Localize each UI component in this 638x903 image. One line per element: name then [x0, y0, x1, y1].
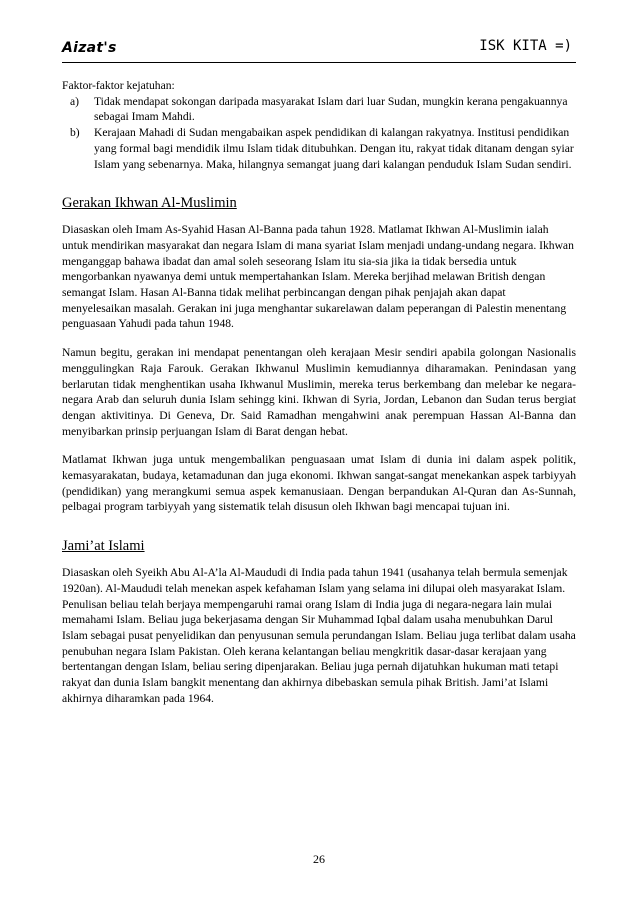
causes-list: [62, 94, 576, 173]
list-item-text: Kerajaan Mahadi di Sudan mengabaikan aspek pendidikan di kalangan rakyatnya. Institusi pendidikan yang formal bagi mendidik ilmu Islam tidak ditubuhkan. Dengan itu, rakyat tidak ditanam dengan syiar Islam yang sebenarnya. Maka, hilangnya semangat juang dari kalangan penduduk Islam Sudan sendiri.: [94, 126, 574, 171]
list-marker: a): [70, 94, 80, 108]
list-item: [70, 125, 576, 172]
list-item: [70, 94, 576, 125]
section-title-jamiat: Jami’at Islami: [62, 538, 145, 555]
paragraph: Diasaskan oleh Syeikh Abu Al-A’la Al-Maududi di India pada tahun 1941 (usahanya telah bermula semenjak 1920an). Al-Maududi telah menekan aspek kefahaman Islam yang selama ini dilupai oleh masyarakat Islam. Penulisan beliau telah berjaya mempengaruhi ramai orang Islam di India juga di negara-negara lain mulai memahami Islam. Beliau juga bekerjasama dengan Sir Muhammad Iqbal dalam usaha menubuhkan Darul Islam sebagai pusat penyelidikan dan penyusunan semula perundangan Islam. Beliau juga terlibat dalam usaha penubuhan negara Islam Pakistan. Oleh kerana kelantangan beliau mengkritik dasar-dasar kerajaan yang bertentangan dengan Islam, beliau sering dipenjarakan. Beliau juga pernah dijatuhkan hukuman mati tetapi rakyat dan dunia Islam bangkit menentang dan akhirnya dibebaskan semula pihak British. Jami’at Islami akhirnya diharamkan pada 1964.: [62, 566, 576, 705]
header-tagline: ISK KITA =): [479, 38, 572, 54]
section-title-ikhwan: Gerakan Ikhwan Al-Muslimin: [62, 195, 237, 212]
paragraph: Matlamat Ikhwan juga untuk mengembalikan penguasaan umat Islam di dunia ini dalam aspek politik, kemasyarakatan, budaya, ketamadunan dan juga ekonomi. Ikhwan sangat-sangat menekankan aspek tarbiyyah (pendidikan) yang merangkumi semua aspek kemanusiaan. Dengan berpandukan Al-Quran dan As-Sunnah, pelbagai program tarbiyyah yang sistematik telah disusun oleh Ikhwan bagi mencapai tujuan ini.: [62, 453, 576, 514]
header-author: Aizat's: [62, 40, 117, 56]
paragraph: Diasaskan oleh Imam As-Syahid Hasan Al-Banna pada tahun 1928. Matlamat Ikhwan Al-Muslimin ialah untuk mendirikan masyarakat dan negara Islam di mana syariat Islam menjadi undang-undang negara. Ikhwan menganggap bahawa ibadat dan amal soleh seseorang Islam itu sia-sia jika ia tidak bersedia untuk mengorbankan nyawanya demi untuk mempertahankan Islam. Mereka berjihad melawan British dengan semangat Islam. Hasan Al-Banna tidak melihat perbincangan dengan pihak penjajah akan dapat menyelesaikan masalah. Gerakan ini juga menghantar sukarelawan dalam peperangan di Palestin menentang penguasaan Yahudi pada tahun 1948.: [62, 223, 574, 331]
paragraph: Namun begitu, gerakan ini mendapat penentangan oleh kerajaan Mesir sendiri apabila golongan Nasionalis menggulingkan Raja Farouk. Gerakan Ikhwanul Muslimin kemudiannya diharamakan. Penindasan yang berlarutan tidak menghentikan usaha Ikhwanul Muslimin, mereka terus berkembang dan melebar ke negara-negara Arab dan seluruh dunia Islam sehingg kini. Ikhwan di Syria, Jordan, Lebanon dan Sudan terus bergiat dengan aktivitinya. Di Geneva, Dr. Said Ramadhan mengahwini anak perempuan Hassan Al-Banna dan menyibarkan prinsip perjuangan Islam di Barat dengan hebat.: [62, 346, 576, 438]
page-body: [62, 78, 576, 720]
header-rule: [62, 62, 576, 63]
page-number: 26: [313, 852, 325, 866]
list-marker: b): [70, 126, 80, 140]
intro-heading: Faktor-faktor kejatuhan:: [62, 79, 175, 92]
list-item-text: Tidak mendapat sokongan daripada masyarakat Islam dari luar Sudan, mungkin kerana pengakuannya sebagai Imam Mahdi.: [94, 94, 568, 124]
